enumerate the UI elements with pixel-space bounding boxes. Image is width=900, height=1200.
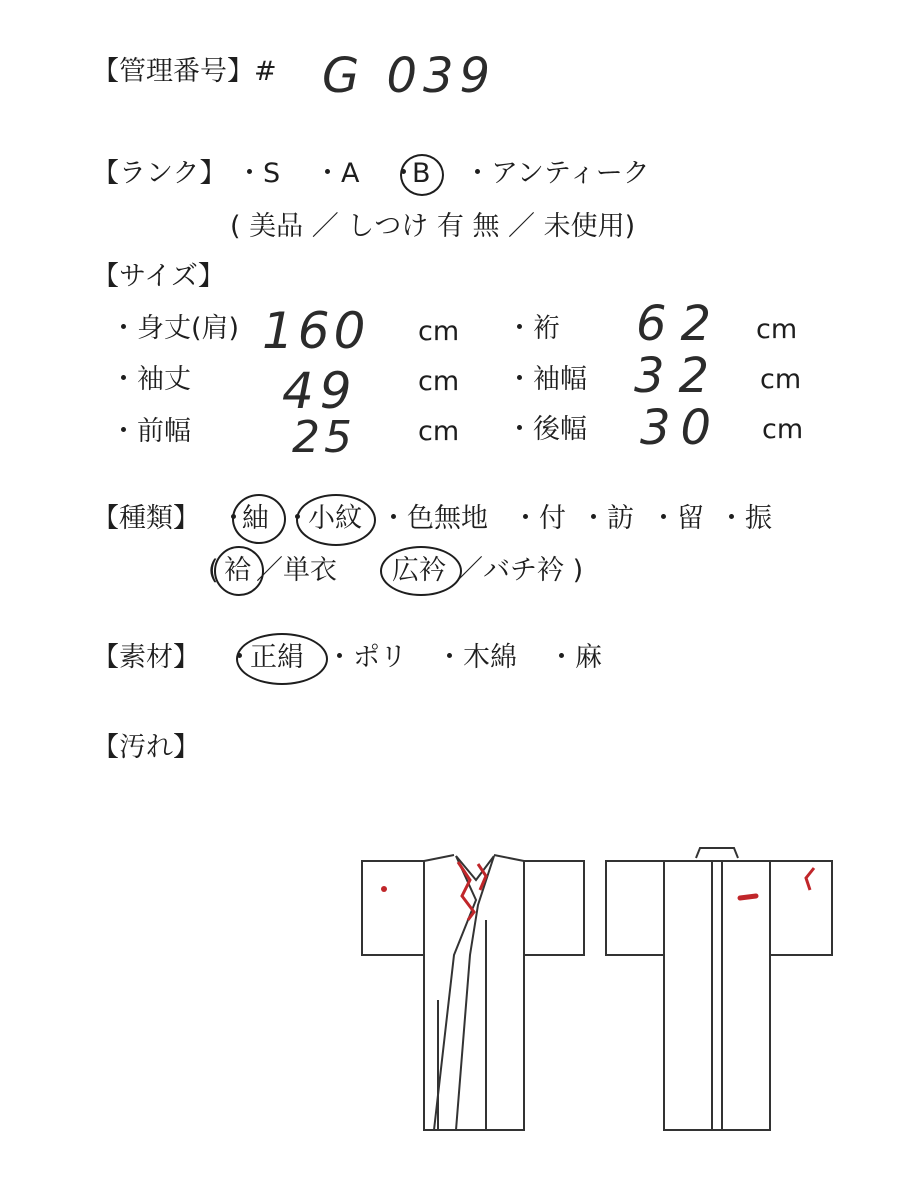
kind-bachieri: ／バチ衿 ) (456, 555, 584, 586)
rank-option-b-dot: ・ (390, 158, 417, 189)
size-unit-maehaba: cm (418, 416, 460, 447)
material-cotton: ・木綿 (436, 642, 517, 673)
size-label-maehaba: ・前幅 (110, 416, 191, 447)
kind-awase: 袷 (224, 555, 251, 586)
size-label: 【サイズ】 (92, 261, 225, 292)
size-unit-ushirohaba: cm (762, 414, 804, 445)
id-number: G 039 (322, 48, 497, 104)
id-label: 【管理番号】# (92, 56, 277, 87)
size-value-ushirohaba: 30 (640, 400, 722, 456)
rank-option-a: ・A (314, 158, 360, 189)
size-value-yuki: 62 (636, 296, 726, 352)
kind-iromuji: ・色無地 (380, 503, 488, 534)
kimono-back-stains (740, 868, 814, 898)
kind-komon: 小紋 (308, 503, 362, 534)
kind-tsuke: ・付 (512, 503, 566, 534)
size-label-mitake: ・身丈(肩) (110, 313, 240, 344)
kind-dot-2: ・ (284, 503, 311, 534)
size-label-sodetake: ・袖丈 (110, 364, 191, 395)
kimono-front-diagram (362, 855, 584, 1130)
rank-option-antique: ・アンティーク (464, 158, 650, 189)
kind-tome: ・留 (650, 503, 704, 534)
size-label-yuki: ・裄 (506, 313, 560, 344)
kind-dot-1: ・ (220, 503, 247, 534)
rank-option-s: ・S (236, 158, 281, 189)
back-sleeve-stain (806, 868, 814, 890)
material-linen: ・麻 (548, 642, 602, 673)
material-shoken: 正絹 (250, 642, 304, 673)
stain-label: 【汚れ】 (92, 732, 200, 763)
size-label-ushirohaba: ・後幅 (506, 414, 587, 445)
kind-hiroeri: 広衿 (392, 555, 446, 586)
kind-label: 【種類】 (92, 503, 200, 534)
kind-row2-paren: ( (208, 555, 219, 586)
material-dot: ・ (226, 642, 253, 673)
size-label-sodehaba: ・袖幅 (506, 364, 587, 395)
size-value-maehaba: 25 (292, 412, 356, 463)
rank-label: 【ランク】 (92, 158, 227, 189)
kind-hitoe: ／単衣 (256, 555, 337, 586)
kind-furi: ・振 (718, 503, 772, 534)
size-unit-mitake: cm (418, 316, 460, 347)
kind-tsumugi: 紬 (242, 503, 269, 534)
back-body-stain (740, 896, 756, 898)
size-value-sodetake: 49 (282, 362, 358, 420)
kimono-back-diagram (606, 848, 832, 1130)
size-unit-sodehaba: cm (760, 364, 802, 395)
material-poly: ・ポリ (326, 642, 407, 673)
kind-homon: ・訪 (580, 503, 634, 534)
rank-option-b: B (412, 158, 431, 189)
kimono-front-stains (381, 862, 486, 920)
sleeve-stain-front (381, 886, 387, 892)
size-unit-yuki: cm (756, 314, 798, 345)
rank-condition: ( 美品 ／ しつけ 有 無 ／ 未使用) (230, 211, 636, 242)
material-label: 【素材】 (92, 642, 200, 673)
size-value-mitake: 160 (262, 302, 370, 360)
size-value-sodehaba: 32 (634, 348, 724, 404)
size-unit-sodetake: cm (418, 366, 460, 397)
